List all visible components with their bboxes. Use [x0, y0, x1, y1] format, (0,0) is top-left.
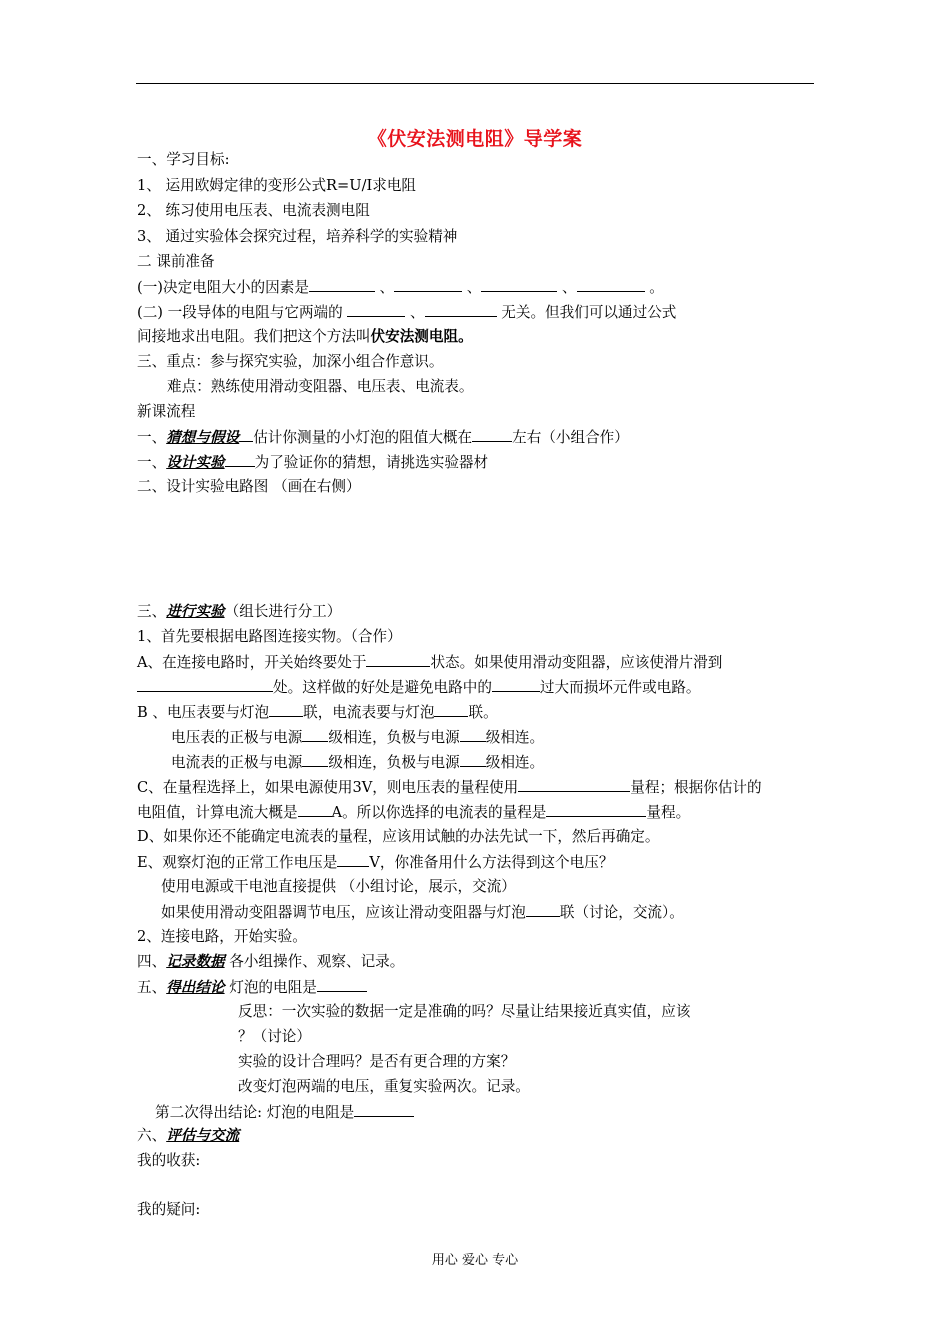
fill-blank[interactable] — [302, 752, 328, 767]
text-line: 一、猜想与假设 估计你测量的小灯泡的阻值大概在 左右（小组合作） — [137, 429, 629, 446]
text-line: 2、 练习使用电压表、电流表测电阻 — [137, 202, 370, 219]
fill-blank[interactable] — [309, 277, 375, 292]
fill-blank[interactable] — [492, 677, 540, 692]
fill-blank[interactable] — [225, 452, 255, 467]
text-line: 我的收获: — [137, 1152, 201, 1169]
text-line: 二 课前准备 — [137, 253, 215, 270]
text-line: 三、重点：参与探究实验，加深小组合作意识。 — [137, 353, 444, 370]
text-line: 新课流程 — [137, 403, 196, 420]
fill-blank[interactable] — [354, 1102, 414, 1117]
text-line: 实验的设计合理吗？是否有更合理的方案？ — [238, 1053, 516, 1070]
text-line: 电压表的正极与电源 级相连，负极与电源 级相连。 — [171, 729, 545, 746]
text-line: B 、电压表要与灯泡 联，电流表要与灯泡 联。 — [137, 704, 498, 721]
fill-blank[interactable] — [546, 802, 646, 817]
fill-blank[interactable] — [518, 777, 630, 792]
text-line: 处。这样做的好处是避免电路中的 过大而损坏元件或电路。 — [137, 677, 700, 698]
text-line: 1、 运用欧姆定律的变形公式R=U/I求电阻 — [137, 177, 417, 194]
text-line: 六、评估与交流 — [137, 1127, 240, 1144]
fill-blank[interactable] — [347, 302, 405, 317]
page-footer: 用心 爱心 专心 — [431, 1253, 519, 1268]
text-line: (二) 一段导体的电阻与它两端的 、 无关。但我们可以通过公式 — [137, 304, 677, 321]
text-line: 2、连接电路，开始实验。 — [137, 928, 307, 945]
fill-blank[interactable] — [337, 852, 369, 867]
text-line: ？（讨论） — [238, 1028, 311, 1045]
text-line: 使用电源或干电池直接提供 （小组讨论，展示，交流） — [161, 878, 516, 895]
text-line: 一、设计实验 为了验证你的猜想，请挑选实验器材 — [137, 454, 489, 471]
text-line: D、如果你还不能确定电流表的量程，应该用试触的办法先试一下，然后再确定。 — [137, 828, 660, 845]
page-title: 《伏安法测电阻》导学案 — [367, 128, 583, 150]
fill-blank[interactable] — [425, 302, 497, 317]
text-line: 难点：熟练使用滑动变阻器、电压表、电流表。 — [167, 378, 474, 395]
fill-blank[interactable] — [460, 752, 486, 767]
text-line: 反思：一次实验的数据一定是准确的吗？尽量让结果接近真实值，应该 — [238, 1003, 691, 1020]
text-line: 我的疑问: — [137, 1201, 201, 1218]
text-line: 间接地求出电阻。我们把这个方法叫伏安法测电阻。 — [137, 328, 473, 345]
text-line: 第二次得出结论: 灯泡的电阻是 — [155, 1102, 414, 1123]
fill-blank[interactable] — [481, 277, 557, 292]
text-line: 电流表的正极与电源 级相连，负极与电源 级相连。 — [171, 754, 545, 771]
text-line: 3、 通过实验体会探究过程，培养科学的实验精神 — [137, 228, 458, 245]
text-line: 四、记录数据 各小组操作、观察、记录。 — [137, 953, 405, 970]
fill-blank[interactable] — [239, 427, 253, 442]
text-line: A、在连接电路时，开关始终要处于 状态。如果使用滑动变阻器，应该使滑片滑到 — [137, 654, 723, 671]
fill-blank[interactable] — [434, 702, 468, 717]
text-line: 二、设计实验电路图 （画在右侧） — [137, 478, 361, 495]
fill-blank[interactable] — [317, 977, 367, 992]
text-line: 电阻值，计算电流大概是 A。所以你选择的电流表的量程是 量程。 — [137, 804, 691, 821]
fill-blank[interactable] — [526, 902, 560, 917]
header-rule — [136, 83, 814, 84]
text-line: 一、学习目标: — [137, 151, 230, 168]
fill-blank[interactable] — [472, 427, 512, 442]
fill-blank[interactable] — [302, 727, 328, 742]
fill-blank[interactable] — [298, 802, 332, 817]
text-line: (一)决定电阻大小的因素是 、 、 、 。 — [137, 279, 664, 296]
text-line: 五、得出结论 灯泡的电阻是 — [137, 977, 367, 998]
fill-blank[interactable] — [394, 277, 462, 292]
fill-blank[interactable] — [460, 727, 486, 742]
fill-blank[interactable] — [577, 277, 645, 292]
text-line: 三、进行实验（组长进行分工） — [137, 603, 342, 620]
text-line: C、在量程选择上，如果电源使用3V，则电压表的量程使用 量程；根据你估计的 — [137, 779, 762, 796]
fill-blank[interactable] — [137, 677, 273, 692]
text-line: 改变灯泡两端的电压，重复实验两次。记录。 — [238, 1078, 530, 1095]
fill-blank[interactable] — [269, 702, 303, 717]
text-line: 如果使用滑动变阻器调节电压，应该让滑动变阻器与灯泡 联（讨论，交流）。 — [161, 904, 684, 921]
fill-blank[interactable] — [366, 652, 430, 667]
text-line: 1、首先要根据电路图连接实物。（合作） — [137, 628, 402, 645]
text-line: E、观察灯泡的正常工作电压是 V，你准备用什么方法得到这个电压？ — [137, 854, 614, 871]
